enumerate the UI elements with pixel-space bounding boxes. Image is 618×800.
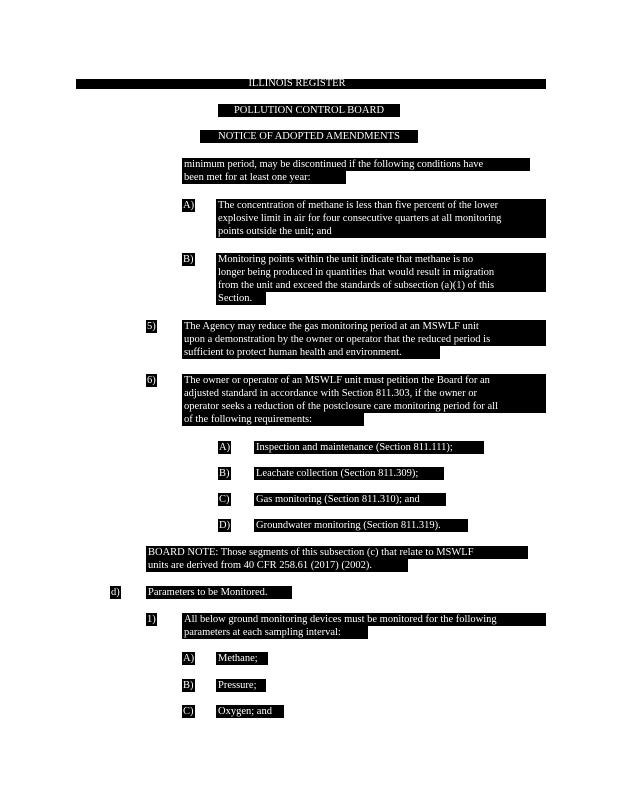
param-label: C) xyxy=(183,706,194,717)
board-title: POLLUTION CONTROL BOARD xyxy=(218,104,400,117)
item-5-line: The Agency may reduce the gas monitoring period at an MSWLF unit xyxy=(182,320,546,333)
item-1-label: 1) xyxy=(147,614,156,625)
register-title: ILLINOIS REGISTER xyxy=(248,78,346,89)
param-text: Pressure; xyxy=(216,679,266,692)
section-d-title: Parameters to be Monitored. xyxy=(146,586,292,599)
cond-b-label: B) xyxy=(183,254,194,265)
param-label: A) xyxy=(183,653,195,664)
intro-line: minimum period, may be discontinued if the following conditions have xyxy=(182,158,530,171)
item-1-line: parameters at each sampling interval: xyxy=(182,626,368,639)
req-label: D) xyxy=(219,520,231,531)
cond-b-line: from the unit and exceed the standards of subsection (a)(1) of this xyxy=(216,279,546,292)
notice-title: NOTICE OF ADOPTED AMENDMENTS xyxy=(200,130,418,143)
item-6-label: 6) xyxy=(147,375,156,386)
cond-b-line: Section. xyxy=(216,292,266,305)
item-6-line: adjusted standard in accordance with Section 811.303, if the owner or xyxy=(182,387,546,400)
param-label: B) xyxy=(183,680,194,691)
req-text: Inspection and maintenance (Section 811.111); xyxy=(254,441,484,454)
item-1-line: All below ground monitoring devices must be monitored for the following xyxy=(182,613,546,626)
board-note-line: units are derived from 40 CFR 258.61 (2017) (2002). xyxy=(146,559,408,572)
item-5-line: upon a demonstration by the owner or operator that the reduced period is xyxy=(182,333,546,346)
cond-b-line: Monitoring points within the unit indicate that methane is no xyxy=(216,253,546,266)
cond-a-line: The concentration of methane is less than five percent of the lower xyxy=(216,199,546,212)
cond-a-line: points outside the unit; and xyxy=(216,225,546,238)
cond-b-line: longer being produced in quantities that would result in migration xyxy=(216,266,546,279)
param-text: Oxygen; and xyxy=(216,705,284,718)
req-text: Leachate collection (Section 811.309); xyxy=(254,467,444,480)
req-label: A) xyxy=(219,442,231,453)
intro-line: been met for at least one year: xyxy=(182,171,346,184)
item-6-line: operator seeks a reduction of the postclosure care monitoring period for all xyxy=(182,400,546,413)
req-text: Gas monitoring (Section 811.310); and xyxy=(254,493,446,506)
req-label: B) xyxy=(219,468,230,479)
item-6-line: The owner or operator of an MSWLF unit must petition the Board for an xyxy=(182,374,546,387)
item-5-label: 5) xyxy=(147,321,156,332)
board-note-line: BOARD NOTE: Those segments of this subsection (c) that relate to MSWLF xyxy=(146,546,528,559)
req-text: Groundwater monitoring (Section 811.319). xyxy=(254,519,468,532)
cond-a-label: A) xyxy=(183,200,195,211)
param-text: Methane; xyxy=(216,652,268,665)
item-5-line: sufficient to protect human health and environment. xyxy=(182,346,440,359)
item-6-line: of the following requirements: xyxy=(182,413,364,426)
section-d-label: d) xyxy=(111,587,120,598)
req-label: C) xyxy=(219,494,230,505)
cond-a-line: explosive limit in air for four consecutive quarters at all monitoring xyxy=(216,212,546,225)
